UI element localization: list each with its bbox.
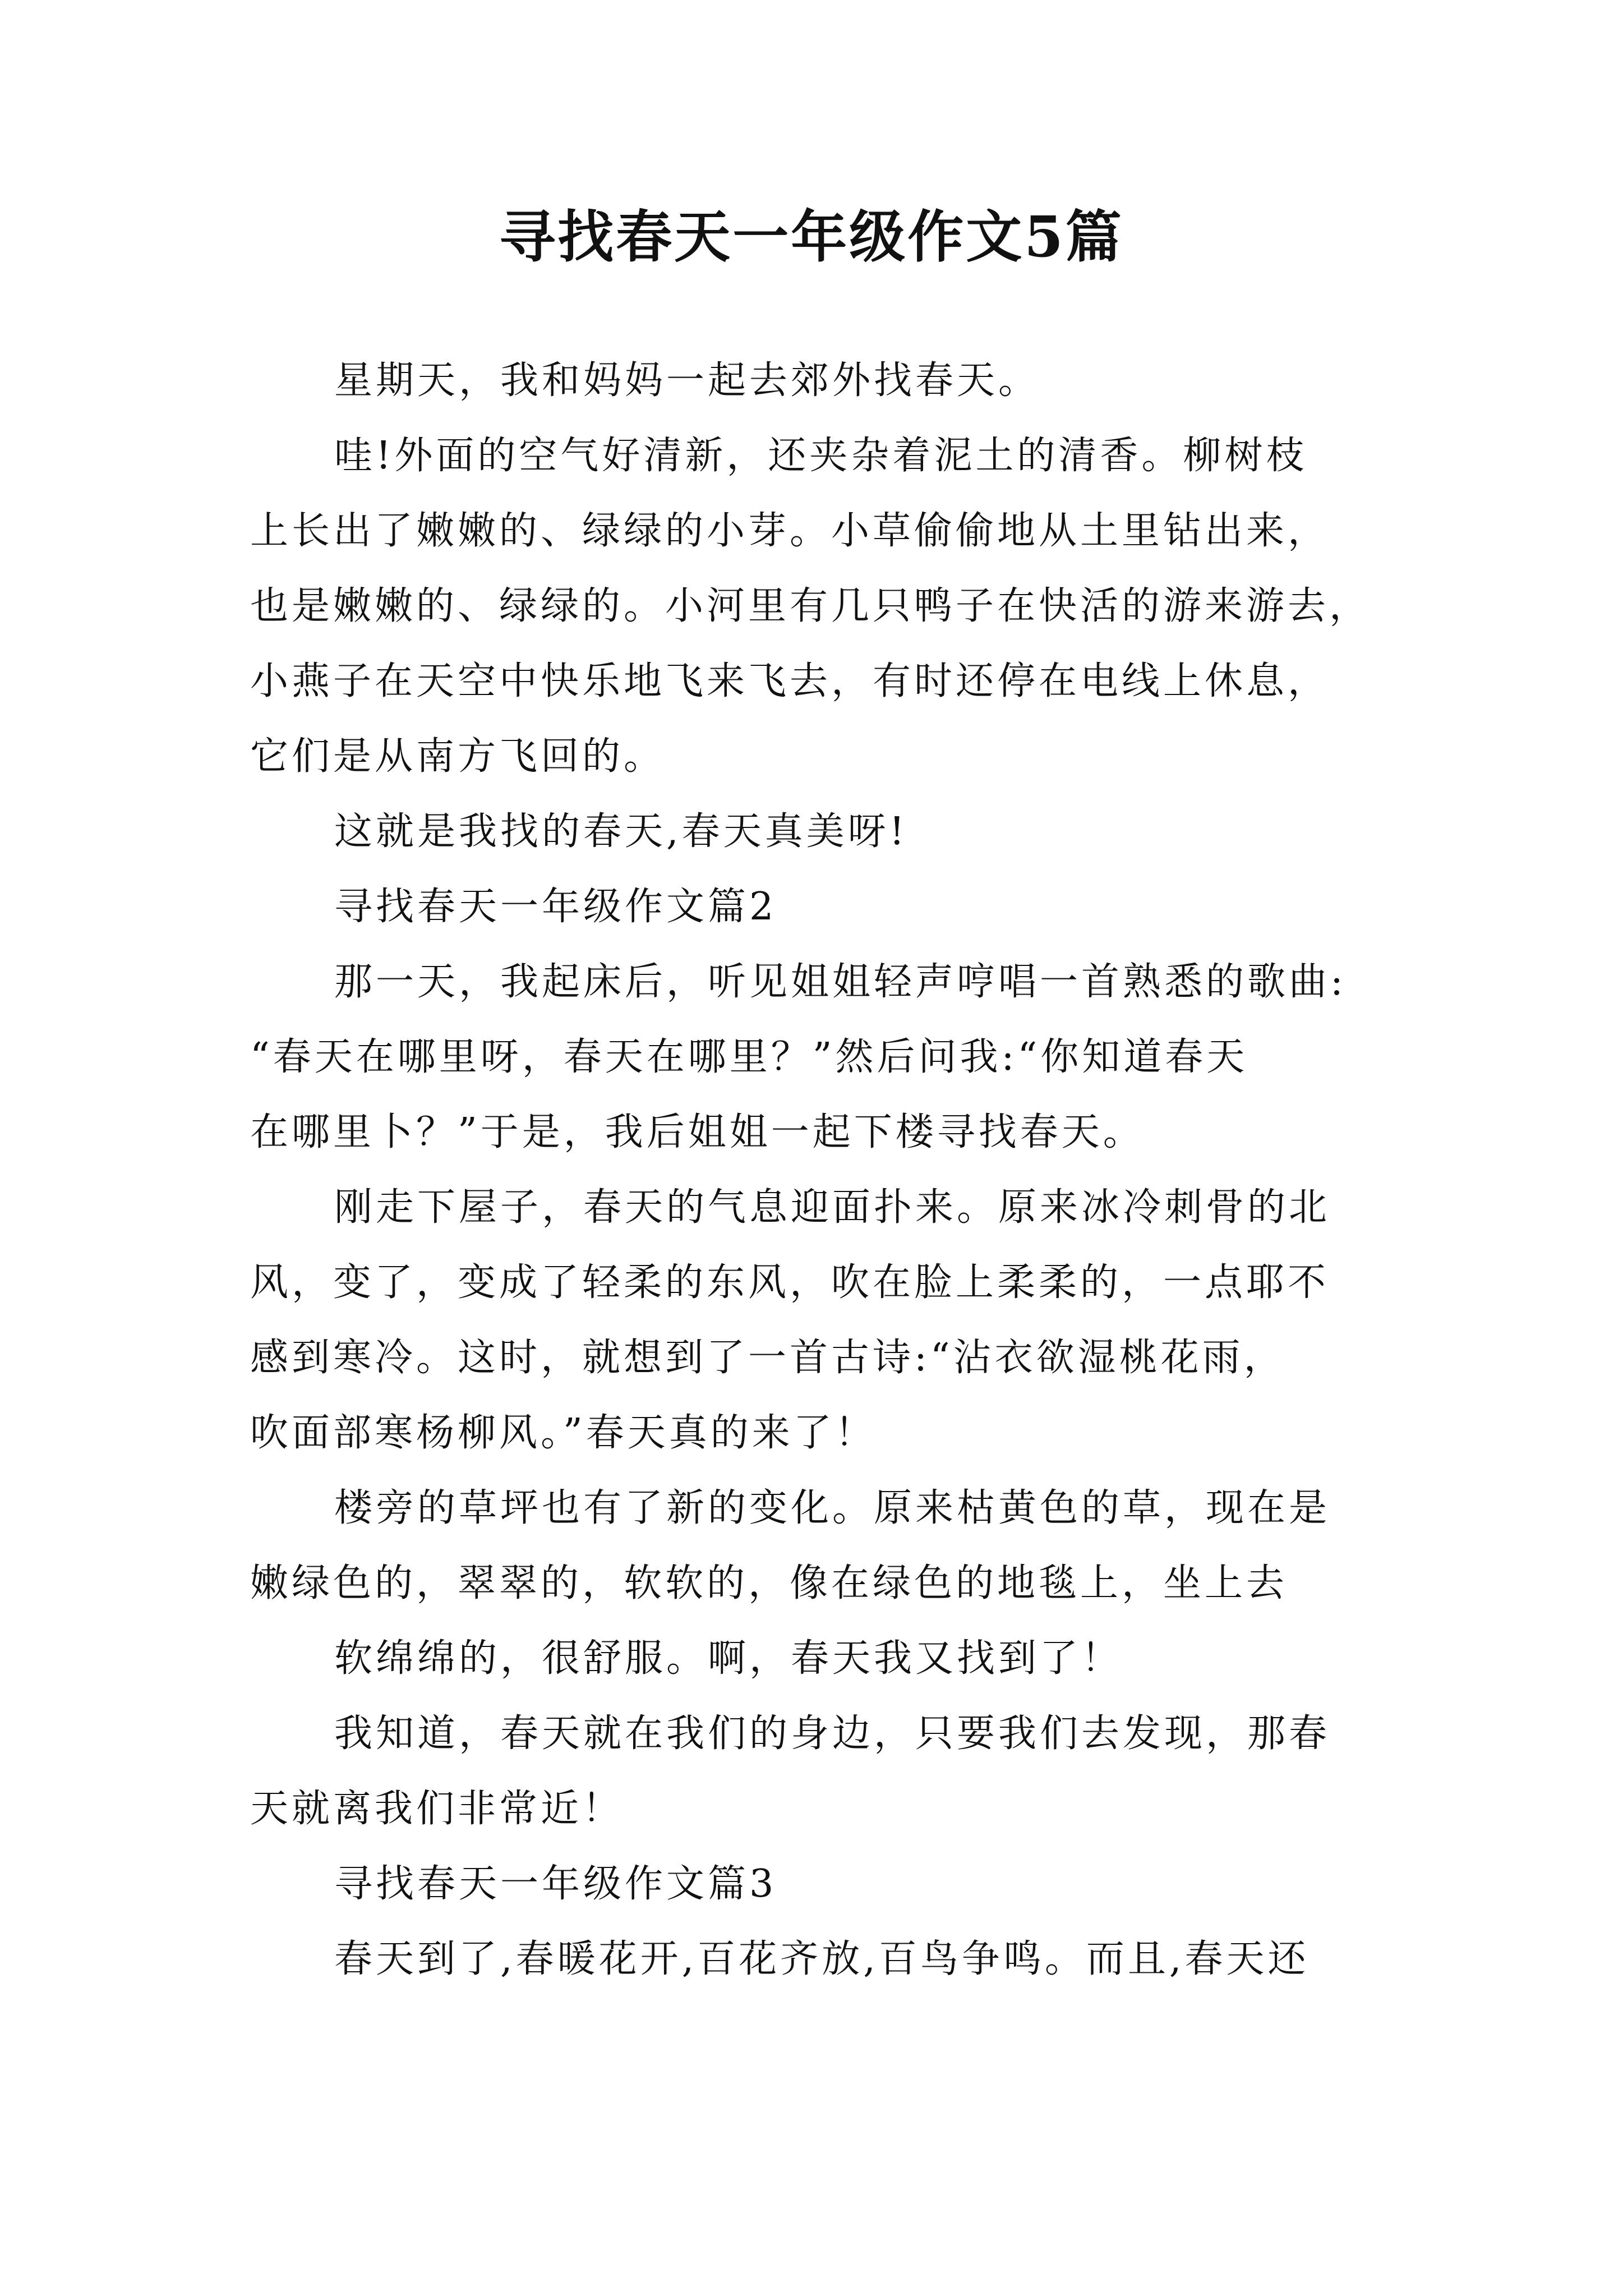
text-line: 吹面部寒杨柳风。”春天真的来了！: [250, 1411, 877, 1455]
text-line: 刚走下屋子，春天的气息迎面扑来。原来冰冷刺骨的北: [334, 1185, 1331, 1230]
text-line: 楼旁的草坪也有了新的变化。原来枯黄色的草，现在是: [334, 1486, 1331, 1530]
text-line: 它们是从南方飞回的。: [250, 734, 666, 779]
document-body: [250, 343, 1394, 1997]
document-title: 寻找春天一年级作文5篇: [499, 204, 1124, 270]
text-line: “春天在哪里呀，春天在哪里？”然后问我:“你知道春天: [250, 1035, 1248, 1079]
text-line: 那一天，我起床后，听见姐姐轻声哼唱一首熟悉的歌曲:: [334, 960, 1347, 1004]
text-line: 上长出了嫩嫩的、绿绿的小芽。小草偷偷地从土里钻出来，: [250, 509, 1330, 553]
text-line: 也是嫩嫩的、绿绿的。小河里有几只鸭子在快活的游来游去，: [250, 584, 1371, 628]
text-line: 在哪里卜？”于是，我后姐姐一起下楼寻找春天。: [250, 1110, 1145, 1154]
text-line: 感到寒冷。这时，就想到了一首古诗:“沾衣欲湿桃花雨，: [250, 1336, 1285, 1380]
text-line: 嫩绿色的，翠翠的，软软的，像在绿色的地毯上，坐上去: [250, 1561, 1288, 1605]
text-line: 春天到了,春暖花开,百花齐放,百鸟争鸣。而且,春天还: [334, 1937, 1310, 1981]
text-line: 星期天，我和妈妈一起去郊外找春天。: [334, 358, 1040, 403]
text-line: 软绵绵的，很舒服。啊，春天我又找到了！: [334, 1636, 1123, 1681]
text-line: 天就离我们非常近！: [250, 1787, 624, 1831]
text-line: 小燕子在天空中快乐地飞来飞去，有时还停在电线上休息，: [250, 659, 1330, 703]
text-line: 寻找春天一年级作文篇3: [334, 1862, 777, 1906]
text-line: 风，变了，变成了轻柔的东风，吹在脸上柔柔的，一点耶不: [250, 1260, 1330, 1305]
text-line: 寻找春天一年级作文篇2: [334, 885, 777, 929]
text-line: 哇!外面的空气好清新，还夹杂着泥土的清香。柳树枝: [334, 434, 1308, 478]
text-line: 我知道，春天就在我们的身边，只要我们去发现，那春: [334, 1711, 1331, 1756]
text-line: 这就是我找的春天,春天真美呀!: [334, 809, 908, 854]
